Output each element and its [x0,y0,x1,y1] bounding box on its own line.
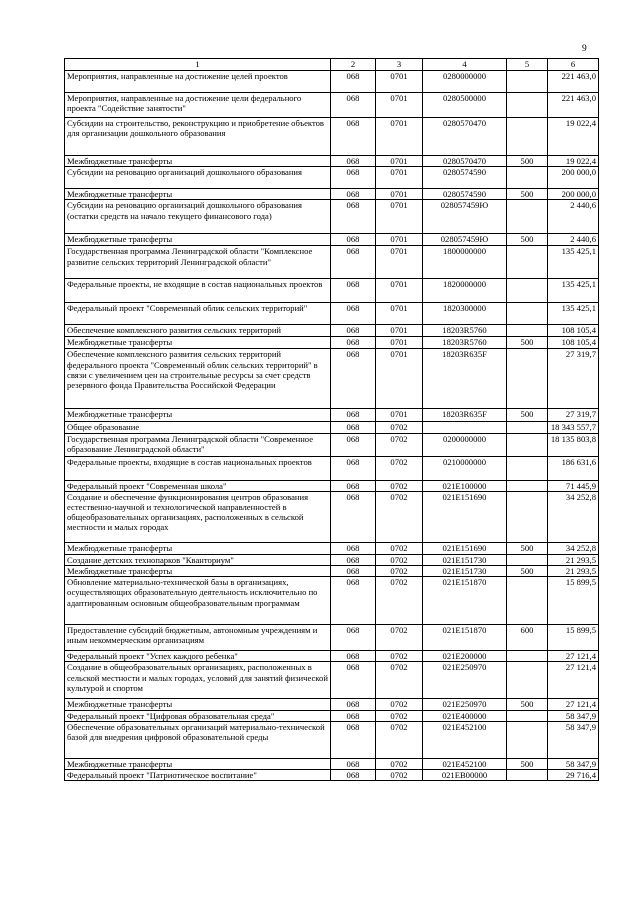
cell-ved: 068 [331,93,376,118]
cell-rz: 0702 [376,577,423,625]
cell-name: Обеспечение комплексного развития сельских территорий федерального проекта "Современный облик сельских территорий" в связи с увеличением цен на строительные ресурсы за счет средств резервного фонда Правительства Российской Федерации [65,349,331,409]
cell-ved: 068 [331,651,376,662]
cell-rz: 0701 [376,156,423,167]
cell-ved: 068 [331,337,376,349]
cell-rz: 0702 [376,699,423,710]
cell-vr [507,325,548,337]
cell-vr: 500 [507,409,548,422]
cell-rz: 0701 [376,349,423,409]
cell-csr: 0280570470 [423,156,507,167]
cell-name: Федеральный проект "Современная школа" [65,480,331,491]
cell-rz: 0701 [376,279,423,303]
cell-vr [507,303,548,325]
budget-table [64,58,599,781]
cell-vr: 500 [507,234,548,246]
cell-name: Межбюджетные трансферты [65,337,331,349]
table-row [65,234,599,246]
cell-csr: 0200000000 [423,433,507,456]
cell-ved: 068 [331,279,376,303]
cell-name: Федеральный проект "Цифровая образовательная среда" [65,710,331,721]
page-number: 9 [582,44,587,54]
cell-ved: 068 [331,721,376,758]
cell-name: Федеральные проекты, входящие в состав национальных проектов [65,456,331,480]
cell-name: Создание и обеспечение функционирования центров образования естественно-научной и технологической направленностей в общеобразовательных организациях, расположенных в сельской местности и малых городах [65,491,331,542]
cell-csr: 18203R635F [423,409,507,422]
cell-csr: 021E151690 [423,542,507,554]
cell-sum: 19 022,4 [548,156,599,167]
table-row [65,770,599,781]
cell-name: Межбюджетные трансферты [65,566,331,577]
cell-sum: 135 425,1 [548,246,599,279]
cell-sum: 135 425,1 [548,303,599,325]
cell-name: Межбюджетные трансферты [65,409,331,422]
cell-vr [507,577,548,625]
table-body [65,71,599,781]
cell-vr [507,662,548,699]
cell-sum: 29 716,4 [548,770,599,781]
cell-vr [507,456,548,480]
cell-vr [507,491,548,542]
cell-csr: 0280574590 [423,189,507,200]
cell-name: Федеральный проект "Успех каждого ребенка" [65,651,331,662]
table-row [65,625,599,651]
cell-vr [507,721,548,758]
cell-rz: 0702 [376,542,423,554]
cell-sum: 34 252,8 [548,491,599,542]
cell-vr [507,118,548,156]
cell-sum: 58 347,9 [548,710,599,721]
cell-sum: 21 293,5 [548,554,599,565]
table-row [65,566,599,577]
cell-name: Общее образование [65,422,331,433]
cell-sum: 135 425,1 [548,279,599,303]
cell-sum: 21 293,5 [548,566,599,577]
cell-csr: 021E151870 [423,625,507,651]
table-row [65,200,599,234]
cell-sum: 18 343 557,7 [548,422,599,433]
cell-name: Межбюджетные трансферты [65,234,331,246]
table-row [65,651,599,662]
cell-name: Межбюджетные трансферты [65,542,331,554]
table-row [65,433,599,456]
cell-vr [507,651,548,662]
table-row [65,279,599,303]
cell-sum: 27 121,4 [548,662,599,699]
table-header-row [65,59,599,71]
cell-name: Предоставление субсидий бюджетным, автономным учреждениям и иным некоммерческим организациям [65,625,331,651]
cell-vr [507,71,548,93]
cell-rz: 0701 [376,71,423,93]
cell-sum: 2 440,6 [548,200,599,234]
cell-csr: 028057459Ю [423,234,507,246]
cell-ved: 068 [331,118,376,156]
header-col-5: 5 [507,59,548,71]
cell-csr: 021E151870 [423,577,507,625]
cell-sum: 27 121,4 [548,699,599,710]
cell-csr: 028057459Ю [423,200,507,234]
cell-sum: 19 022,4 [548,118,599,156]
cell-vr [507,349,548,409]
table-row [65,577,599,625]
cell-vr [507,554,548,565]
cell-ved: 068 [331,200,376,234]
cell-sum: 15 899,5 [548,577,599,625]
cell-name: Субсидии на реновацию организаций дошкольного образования [65,167,331,189]
cell-vr [507,279,548,303]
cell-csr: 0280500000 [423,93,507,118]
cell-name: Создание детских технопарков "Кванториум" [65,554,331,565]
cell-sum: 58 347,9 [548,721,599,758]
cell-vr [507,710,548,721]
cell-name: Федеральный проект "Современный облик сельских территорий" [65,303,331,325]
cell-sum: 221 463,0 [548,93,599,118]
cell-csr: 021E151730 [423,566,507,577]
cell-vr: 500 [507,758,548,769]
cell-ved: 068 [331,542,376,554]
cell-csr: 0210000000 [423,456,507,480]
cell-name: Мероприятия, направленные на достижение цели федерального проекта "Содействие занятости" [65,93,331,118]
cell-rz: 0702 [376,710,423,721]
table-row [65,758,599,769]
header-col-4: 4 [423,59,507,71]
table-row [65,156,599,167]
cell-ved: 068 [331,71,376,93]
cell-rz: 0701 [376,409,423,422]
table-row [65,349,599,409]
cell-rz: 0701 [376,200,423,234]
cell-vr: 500 [507,337,548,349]
cell-name: Межбюджетные трансферты [65,189,331,200]
cell-ved: 068 [331,770,376,781]
table-row [65,325,599,337]
table-row [65,542,599,554]
cell-ved: 068 [331,303,376,325]
cell-csr: 021E151730 [423,554,507,565]
cell-csr: 021E151690 [423,491,507,542]
cell-vr [507,246,548,279]
table-row [65,456,599,480]
cell-sum: 58 347,9 [548,758,599,769]
table-row [65,93,599,118]
cell-csr: 0280000000 [423,71,507,93]
table-row [65,246,599,279]
cell-vr: 600 [507,625,548,651]
cell-ved: 068 [331,480,376,491]
cell-csr: 1820300000 [423,303,507,325]
cell-rz: 0702 [376,625,423,651]
header-col-1: 1 [65,59,331,71]
cell-csr: 021E100000 [423,480,507,491]
cell-ved: 068 [331,167,376,189]
cell-rz: 0702 [376,770,423,781]
cell-vr [507,770,548,781]
cell-rz: 0701 [376,189,423,200]
cell-vr: 500 [507,156,548,167]
table-row [65,71,599,93]
cell-ved: 068 [331,234,376,246]
cell-sum: 2 440,6 [548,234,599,246]
cell-rz: 0702 [376,422,423,433]
cell-csr: 18203R5760 [423,325,507,337]
cell-sum: 200 000,0 [548,189,599,200]
cell-rz: 0702 [376,566,423,577]
cell-name: Государственная программа Ленинградской области "Современное образование Ленинградской области" [65,433,331,456]
cell-csr: 021E400000 [423,710,507,721]
cell-csr: 0280570470 [423,118,507,156]
table-row [65,554,599,565]
cell-vr [507,93,548,118]
cell-rz: 0702 [376,456,423,480]
cell-csr: 1800000000 [423,246,507,279]
cell-name: Обеспечение комплексного развития сельских территорий [65,325,331,337]
cell-ved: 068 [331,566,376,577]
cell-ved: 068 [331,246,376,279]
cell-ved: 068 [331,491,376,542]
cell-name: Создание в общеобразовательных организациях, расположенных в сельской местности и малых городах, условий для занятий физической культурой и спортом [65,662,331,699]
cell-rz: 0701 [376,93,423,118]
cell-rz: 0702 [376,651,423,662]
cell-csr: 021E200000 [423,651,507,662]
header-col-6: 6 [548,59,599,71]
cell-csr: 021E250970 [423,662,507,699]
cell-ved: 068 [331,349,376,409]
cell-rz: 0702 [376,554,423,565]
cell-csr: 18203R635F [423,349,507,409]
cell-csr: 021E452100 [423,721,507,758]
cell-vr: 500 [507,189,548,200]
cell-csr: 021E452100 [423,758,507,769]
cell-sum: 108 105,4 [548,337,599,349]
cell-vr: 500 [507,566,548,577]
cell-csr: 0280574590 [423,167,507,189]
cell-sum: 27 121,4 [548,651,599,662]
cell-ved: 068 [331,662,376,699]
cell-csr: 1820000000 [423,279,507,303]
cell-vr [507,422,548,433]
table-row [65,422,599,433]
cell-ved: 068 [331,189,376,200]
cell-sum: 34 252,8 [548,542,599,554]
cell-name: Обеспечение образовательных организаций материально-технической базой для внедрения цифровой образовательной среды [65,721,331,758]
cell-vr [507,200,548,234]
cell-ved: 068 [331,456,376,480]
table-row [65,409,599,422]
cell-sum: 15 899,5 [548,625,599,651]
cell-sum: 200 000,0 [548,167,599,189]
cell-rz: 0702 [376,480,423,491]
cell-rz: 0702 [376,758,423,769]
cell-vr: 500 [507,542,548,554]
cell-ved: 068 [331,325,376,337]
cell-name: Мероприятия, направленные на достижение целей проектов [65,71,331,93]
table-row [65,303,599,325]
cell-name: Федеральные проекты, не входящие в состав национальных проектов [65,279,331,303]
table-row [65,721,599,758]
cell-sum: 108 105,4 [548,325,599,337]
cell-ved: 068 [331,422,376,433]
cell-ved: 068 [331,625,376,651]
cell-csr [423,422,507,433]
cell-name: Государственная программа Ленинградской области "Комплексное развитие сельских территорий Ленинградской области" [65,246,331,279]
cell-csr: 021EB00000 [423,770,507,781]
header-col-2: 2 [331,59,376,71]
table-row [65,699,599,710]
cell-csr: 18203R5760 [423,337,507,349]
cell-vr [507,433,548,456]
cell-name: Межбюджетные трансферты [65,699,331,710]
header-col-3: 3 [376,59,423,71]
cell-rz: 0702 [376,721,423,758]
cell-sum: 71 445,9 [548,480,599,491]
table-row [65,189,599,200]
cell-ved: 068 [331,554,376,565]
cell-rz: 0702 [376,662,423,699]
cell-rz: 0701 [376,325,423,337]
table-row [65,118,599,156]
table-row [65,167,599,189]
cell-vr: 500 [507,699,548,710]
cell-rz: 0702 [376,433,423,456]
cell-ved: 068 [331,433,376,456]
cell-sum: 27 319,7 [548,349,599,409]
cell-name: Межбюджетные трансферты [65,156,331,167]
cell-vr [507,167,548,189]
table-row [65,337,599,349]
table-row [65,662,599,699]
cell-rz: 0701 [376,337,423,349]
cell-name: Межбюджетные трансферты [65,758,331,769]
cell-name: Субсидии на строительство, реконструкцию и приобретение объектов для организации дошкольного образования [65,118,331,156]
cell-vr [507,480,548,491]
table-row [65,480,599,491]
cell-ved: 068 [331,156,376,167]
cell-name: Федеральный проект "Патриотическое воспитание" [65,770,331,781]
cell-rz: 0701 [376,118,423,156]
cell-sum: 18 135 803,8 [548,433,599,456]
cell-sum: 27 319,7 [548,409,599,422]
cell-rz: 0701 [376,303,423,325]
cell-ved: 068 [331,409,376,422]
cell-ved: 068 [331,577,376,625]
cell-name: Обновление материально-технической базы в организациях, осуществляющих образовательную деятельность исключительно по адаптированным основным общеобразовательным программам [65,577,331,625]
table-row [65,710,599,721]
cell-ved: 068 [331,758,376,769]
cell-rz: 0702 [376,491,423,542]
cell-ved: 068 [331,710,376,721]
table-row [65,491,599,542]
cell-name: Субсидии на реновацию организаций дошкольного образования (остатки средств на начало текущего финансового года) [65,200,331,234]
cell-rz: 0701 [376,246,423,279]
cell-ved: 068 [331,699,376,710]
cell-sum: 221 463,0 [548,71,599,93]
cell-rz: 0701 [376,167,423,189]
cell-csr: 021E250970 [423,699,507,710]
cell-rz: 0701 [376,234,423,246]
cell-sum: 186 631,6 [548,456,599,480]
